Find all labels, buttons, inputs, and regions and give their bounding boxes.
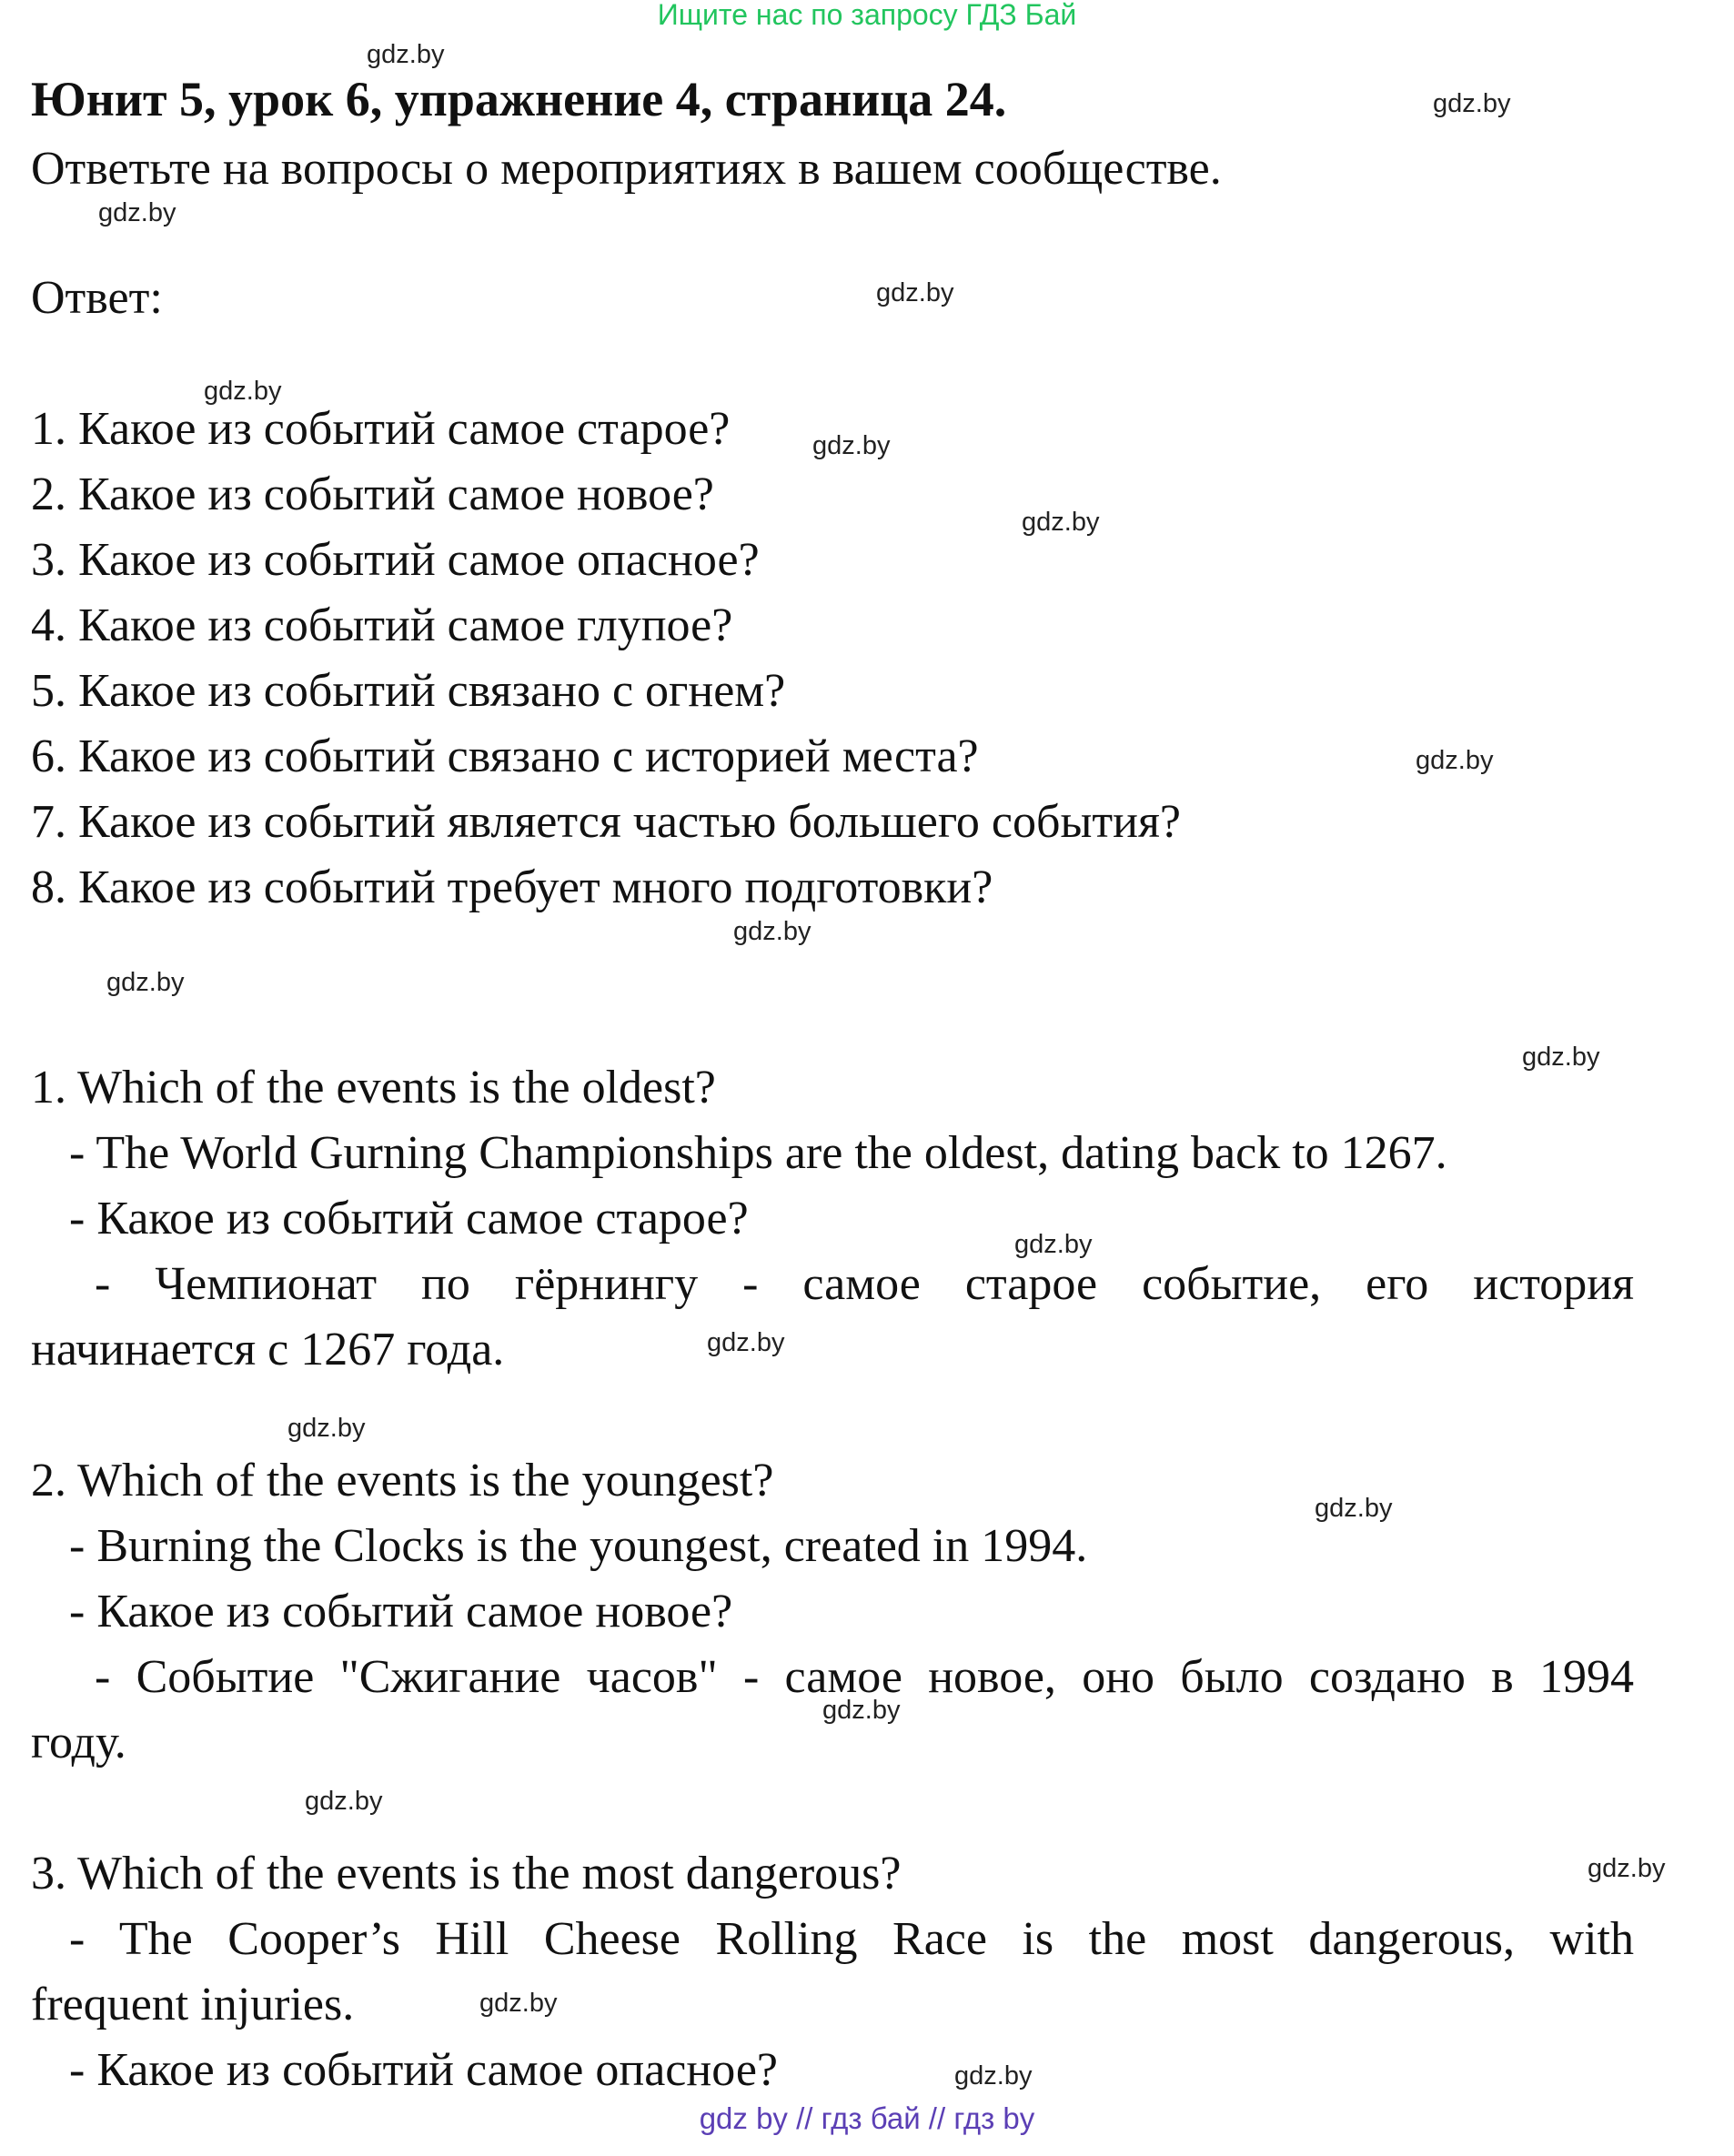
watermark: gdz.by [1315, 1494, 1393, 1523]
page-title: Юнит 5, урок 6, упражнение 4, страница 24. [31, 72, 1007, 126]
answer-ru-text: - Событие "Сжигание часов" - самое новое, оно было создано в 1994 [95, 1651, 1634, 1703]
list-item: 2. Какое из событий самое новое? [31, 468, 714, 520]
answer-question: 1. Which of the events is the oldest? [31, 1062, 716, 1113]
answer-ru-question: - Какое из событий самое новое? [69, 1586, 733, 1637]
list-item: 6. Какое из событий связано с историей места? [31, 730, 979, 782]
watermark: gdz.by [1022, 508, 1100, 537]
answer-ru-text-continued: году. [31, 1717, 126, 1768]
watermark: gdz.by [822, 1696, 901, 1725]
footer-links[interactable]: gdz by // гдз бай // гдз by [699, 2101, 1035, 2135]
answer-text: - The Cooper’s Hill Cheese Rolling Race is the most dangerous, with [69, 1913, 1634, 1965]
list-item: 4. Какое из событий самое глупое? [31, 599, 733, 651]
answer-question: 3. Which of the events is the most dangerous? [31, 1848, 902, 1899]
watermark: gdz.by [204, 377, 282, 406]
watermark: gdz.by [707, 1328, 785, 1357]
answer-ru-question: - Какое из событий самое старое? [69, 1193, 749, 1244]
watermark: gdz.by [812, 431, 891, 460]
answer-text-continued: frequent injuries. [31, 1979, 355, 2030]
watermark: gdz.by [1588, 1854, 1666, 1883]
answer-ru-text-continued: начинается с 1267 года. [31, 1324, 505, 1375]
answer-question: 2. Which of the events is the youngest? [31, 1455, 774, 1506]
watermark: gdz.by [1416, 746, 1494, 775]
answer-text: - Burning the Clocks is the youngest, created in 1994. [69, 1520, 1088, 1572]
instruction: Ответьте на вопросы о мероприятиях в вашем сообществе. [31, 143, 1222, 195]
watermark: gdz.by [367, 40, 445, 69]
list-item: 8. Какое из событий требует много подготовки? [31, 861, 993, 913]
watermark: gdz.by [1522, 1043, 1600, 1072]
watermark: gdz.by [1433, 89, 1511, 118]
answer-ru-question: - Какое из событий самое опасное? [69, 2044, 778, 2096]
answer-label: Ответ: [31, 272, 163, 324]
watermark: gdz.by [287, 1414, 366, 1443]
watermark: gdz.by [305, 1787, 383, 1816]
list-item: 1. Какое из событий самое старое? [31, 403, 731, 455]
watermark: gdz.by [876, 278, 954, 307]
list-item: 3. Какое из событий самое опасное? [31, 534, 760, 586]
watermark: gdz.by [954, 2061, 1033, 2091]
top-banner[interactable]: Ищите нас по запросу ГДЗ Бай [657, 0, 1077, 31]
answer-text: - The World Gurning Championships are the oldest, dating back to 1267. [69, 1127, 1447, 1179]
watermark: gdz.by [733, 917, 812, 946]
answer-ru-text: - Чемпионат по гёрнингу - самое старое событие, его история [95, 1258, 1634, 1310]
watermark: gdz.by [98, 198, 176, 227]
watermark: gdz.by [479, 1989, 558, 2018]
list-item: 7. Какое из событий является частью большего события? [31, 796, 1181, 848]
watermark: gdz.by [1014, 1230, 1093, 1259]
watermark: gdz.by [106, 968, 185, 997]
list-item: 5. Какое из событий связано с огнем? [31, 665, 786, 717]
